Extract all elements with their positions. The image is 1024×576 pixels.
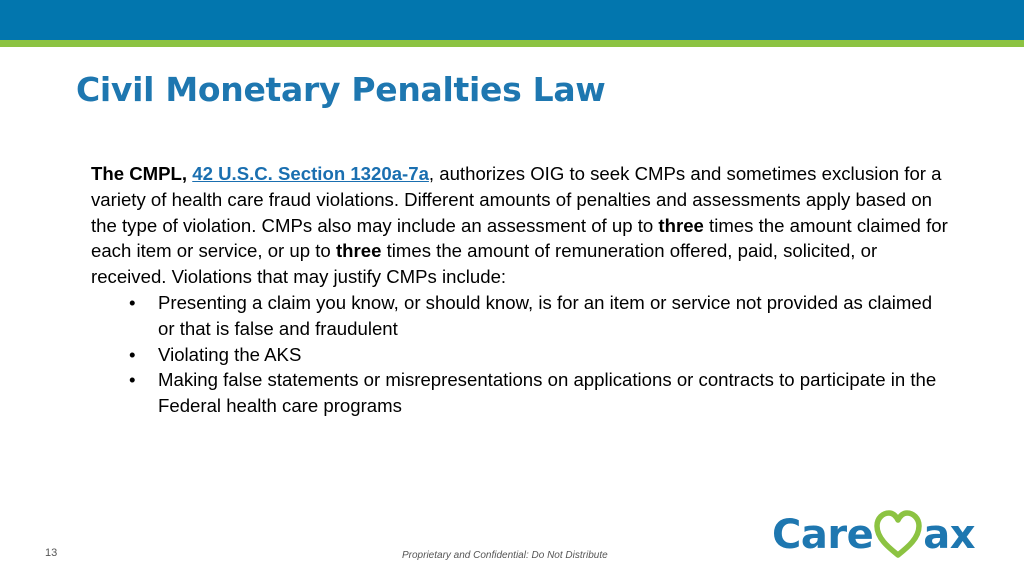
list-item <box>91 367 951 419</box>
list-item <box>91 290 951 342</box>
bullet-text: Making false statements or misrepresentations on applications or contracts to participate in the Federal health care programs <box>158 369 937 417</box>
header-accent-stripe <box>0 40 1024 47</box>
bullet-marker: • <box>129 291 136 313</box>
slide-title: Civil Monetary Penalties Law <box>76 70 606 109</box>
intro-text-2: times the amount claimed for each item or service, or up to <box>91 214 948 262</box>
bullet-text: Presenting a claim you know, or should know, is for an item or service not provided as claimed or that is false and fraudulent <box>158 291 933 339</box>
emphasis-three-1: three <box>658 214 704 236</box>
bullet-text: Violating the AKS <box>158 343 302 365</box>
lead-bold: The CMPL, <box>91 163 188 184</box>
violation-list <box>91 290 951 419</box>
header-band <box>0 0 1024 40</box>
emphasis-three-2: three <box>335 240 382 262</box>
caremax-logo <box>772 505 975 565</box>
page-number: 13 <box>45 547 58 559</box>
intro-text-3: times the amount of remuneration offered, paid, solicited, or received. Violations that may justify CMPs include: <box>91 240 878 288</box>
statute-link[interactable]: 42 U.S.C. Section 1320a-7a <box>192 163 429 184</box>
logo-text-left: Care <box>772 512 874 558</box>
bullet-marker: • <box>129 369 136 391</box>
bullet-marker: • <box>129 343 136 365</box>
intro-text-1: , authorizes OIG to seek CMPs and sometimes exclusion for a variety of health care fraud violations. Different amounts of penalties and assessments apply based on the type of violation. CMPs also may include an assessment of up to <box>91 163 942 236</box>
heart-m-icon <box>874 510 922 560</box>
logo-text-right: ax <box>923 512 975 558</box>
confidentiality-note: Proprietary and Confidential: Do Not Distribute <box>402 550 608 561</box>
body-content <box>91 161 951 419</box>
list-item <box>91 342 951 368</box>
intro-paragraph <box>91 161 951 290</box>
